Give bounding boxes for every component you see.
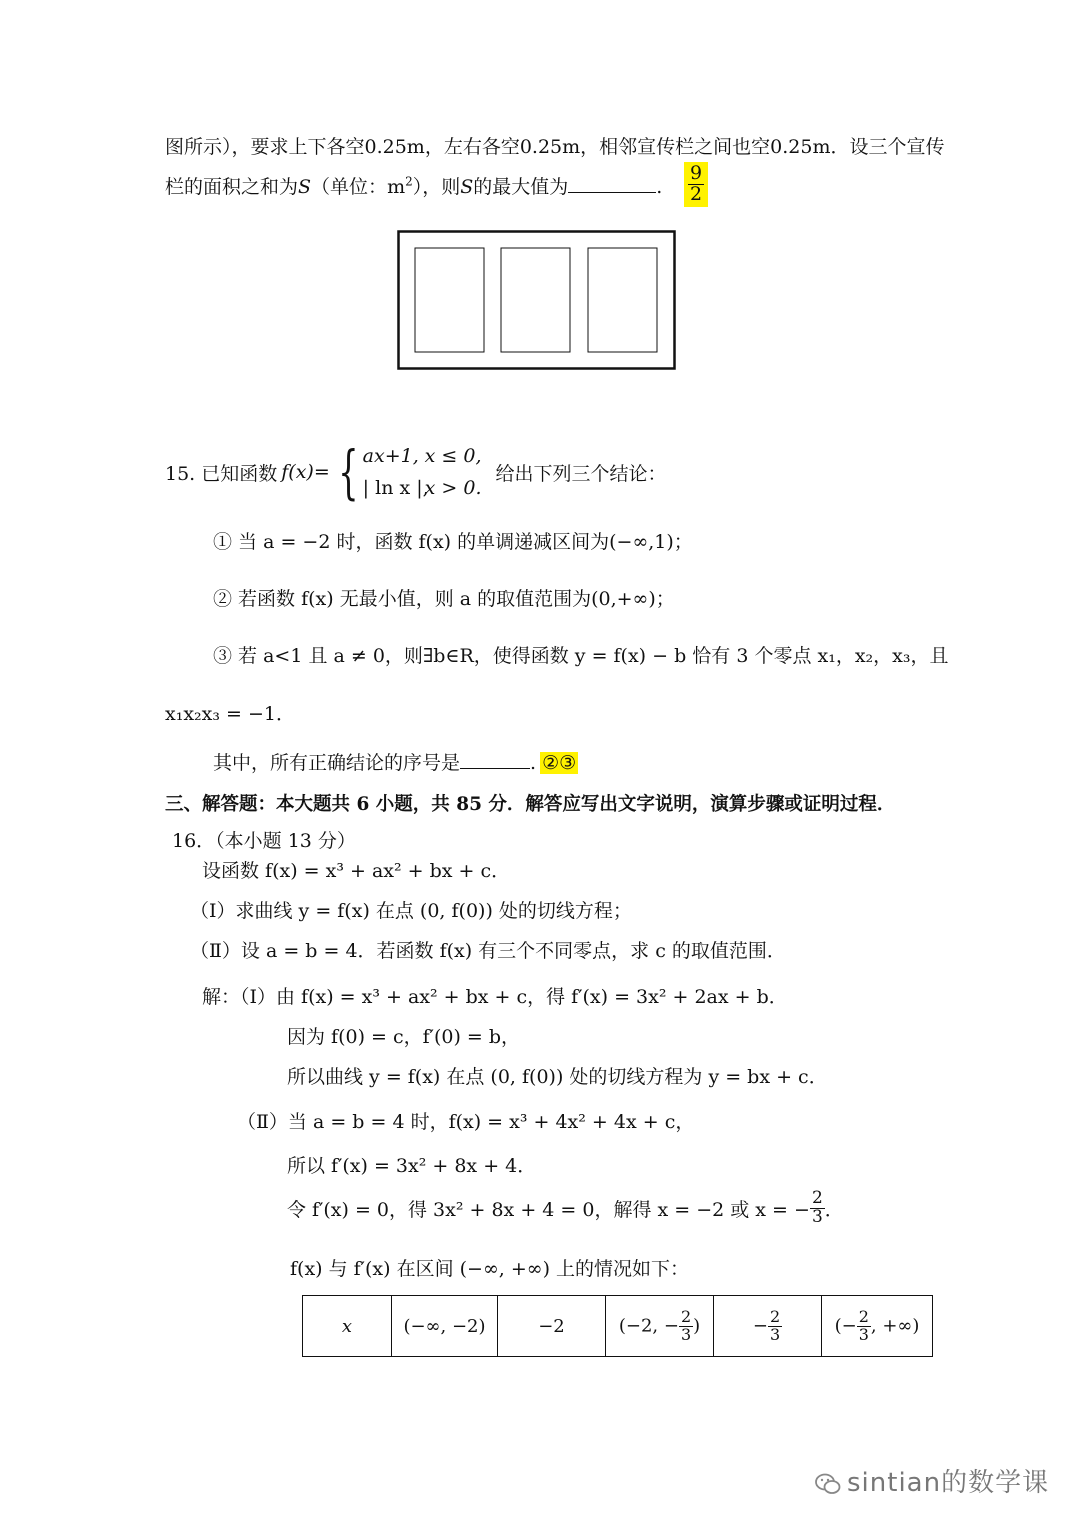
q14-unit-sup: 2 bbox=[405, 174, 413, 189]
q15-item2: ② 若函数 f(x) 无最小值，则 a 的取值范围为(0,+∞)； bbox=[213, 588, 675, 610]
watermark bbox=[815, 1462, 1049, 1499]
q15-item1: ① 当 a = −2 时，函数 f(x) 的单调递减区间为(−∞,1)； bbox=[213, 531, 693, 553]
q14-text-a: 栏的面积之和为 bbox=[165, 176, 299, 198]
q16-sol6-end: ． bbox=[824, 1198, 844, 1221]
q14-text-c: ），则 bbox=[412, 176, 461, 198]
q16-sol6-den: 3 bbox=[811, 1206, 823, 1227]
table-cell-3-num: 2 bbox=[680, 1306, 692, 1326]
watermark-text: sintian的数学课 bbox=[847, 1468, 1050, 1498]
table-row bbox=[303, 1296, 933, 1357]
table-cell-5 bbox=[822, 1296, 933, 1357]
table-cell-4 bbox=[714, 1296, 822, 1357]
billboard-panel-2 bbox=[501, 248, 570, 352]
table-cell-4-num: 2 bbox=[769, 1306, 781, 1326]
table-cell-3 bbox=[606, 1296, 714, 1357]
q16-sol6 bbox=[287, 1190, 844, 1227]
q14-period: . bbox=[656, 176, 663, 198]
q15-question-end: . bbox=[530, 752, 537, 774]
table-cell-5-den: 3 bbox=[858, 1324, 869, 1344]
q15-fx: f(x)= bbox=[281, 461, 330, 483]
q14-answer-blank bbox=[568, 192, 656, 193]
q14-answer-frac bbox=[688, 164, 704, 205]
table-cell-4-pre: − bbox=[752, 1315, 768, 1336]
q15-question-text: 其中，所有正确结论的序号是 bbox=[213, 752, 461, 774]
q15-case1-cond: x ≤ 0, bbox=[424, 445, 482, 467]
q16-sol5: 所以 f′(x) = 3x² + 8x + 4． bbox=[287, 1155, 537, 1177]
billboard-panel-1 bbox=[415, 248, 484, 352]
q16-sol2: 因为 f(0) = c，f′(0) = b， bbox=[287, 1026, 521, 1048]
q15-item3: ③ 若 a<1 且 a ≠ 0，则∃b∈R，使得函数 y = f(x) − b 恰有 3 个零点 x₁，x₂，x₃，且 bbox=[213, 645, 949, 667]
q16-part1: （Ⅰ）求曲线 y = f(x) 在点 (0, f(0)) 处的切线方程； bbox=[190, 900, 632, 922]
table-cell-3-post: ) bbox=[693, 1315, 701, 1336]
billboard-diagram bbox=[397, 230, 677, 370]
table-cell-5-frac bbox=[857, 1306, 871, 1344]
q16-sol6-text: 令 f′(x) = 0，得 3x² + 8x + 4 = 0，解得 x = −2 或 x = − bbox=[287, 1198, 810, 1221]
table-cell-5-post: , +∞) bbox=[870, 1315, 920, 1336]
q16-sol6-frac bbox=[810, 1190, 825, 1227]
table-cell-3-den: 3 bbox=[680, 1324, 692, 1344]
q14-var-s: S bbox=[298, 176, 312, 198]
q15-prefix: 15. 已知函数 bbox=[165, 462, 278, 485]
sign-table bbox=[302, 1295, 933, 1357]
q16-sol4: （Ⅱ）当 a = b = 4 时，f(x) = x³ + 4x² + 4x + c， bbox=[237, 1111, 695, 1133]
table-cell-3-frac bbox=[679, 1306, 693, 1344]
q15-brace: { bbox=[338, 438, 359, 506]
section3-heading: 三、解答题：本大题共 6 小题，共 85 分．解答应写出文字说明，演算步骤或证明过程． bbox=[165, 794, 896, 815]
q15-item3-cont: x₁x₂x₃ = −1． bbox=[165, 703, 296, 725]
q15-case1 bbox=[363, 440, 482, 472]
q15-answer-blank bbox=[460, 768, 530, 769]
q14-line1: 图所示），要求上下各空0.25m，左右各空0.25m，相邻宣传栏之间也空0.25m．设三个宣传 bbox=[165, 136, 945, 158]
table-cell-x-text: x bbox=[341, 1315, 353, 1337]
q15-question bbox=[213, 748, 578, 775]
table-cell-3-pre: (−2, − bbox=[618, 1315, 679, 1336]
q16-head: 16．（本小题 13 分） bbox=[172, 830, 356, 852]
q15-case1-expr: ax+1, bbox=[362, 445, 419, 467]
q16-sol1: 解：（Ⅰ）由 f(x) = x³ + ax² + bx + c，得 f′(x) = 3x² + 2ax + b． bbox=[202, 986, 788, 1008]
q15-cases bbox=[363, 440, 482, 504]
q15-suffix: 给出下列三个结论： bbox=[495, 462, 667, 485]
q14-text-b: （单位： bbox=[311, 176, 388, 198]
q15-case2 bbox=[363, 472, 482, 504]
q14-var-s2: S bbox=[460, 176, 474, 198]
q14-answer-den: 2 bbox=[690, 182, 703, 205]
q16-given: 设函数 f(x) = x³ + ax² + bx + c． bbox=[202, 860, 511, 882]
table-cell-1: (−∞, −2) bbox=[392, 1296, 498, 1357]
q16-part2: （Ⅱ）设 a = b = 4．若函数 f(x) 有三个不同零点，求 c 的取值范围． bbox=[190, 940, 786, 962]
q14-answer-num: 9 bbox=[690, 162, 703, 184]
table-cell-4-frac bbox=[768, 1306, 782, 1344]
table-cell-4-den: 3 bbox=[769, 1324, 781, 1344]
table-cell-5-pre: (− bbox=[834, 1315, 857, 1336]
billboard-panel-3 bbox=[588, 248, 657, 352]
q16-sol3: 所以曲线 y = f(x) 在点 (0, f(0)) 处的切线方程为 y = bx + c． bbox=[287, 1066, 828, 1088]
q15-case2-cond: x > 0. bbox=[424, 477, 482, 499]
q16-sol6-num: 2 bbox=[811, 1188, 823, 1208]
q16-sol7: f(x) 与 f′(x) 在区间 (−∞, +∞) 上的情况如下： bbox=[290, 1258, 690, 1280]
q15-statement bbox=[165, 440, 667, 504]
wechat-icon bbox=[815, 1473, 841, 1495]
q14-unit: m bbox=[387, 176, 406, 198]
table-cell-2: −2 bbox=[498, 1296, 606, 1357]
q15-answer: ②③ bbox=[542, 752, 577, 774]
table-cell-x bbox=[303, 1296, 392, 1357]
q15-case2-expr: | ln x |, bbox=[362, 477, 429, 499]
q14-answer bbox=[684, 162, 708, 207]
billboard-outer-frame bbox=[399, 232, 675, 369]
q14-line2 bbox=[165, 172, 662, 199]
table-cell-5-num: 2 bbox=[858, 1306, 869, 1326]
q14-text-d: 的最大值为 bbox=[473, 176, 569, 198]
